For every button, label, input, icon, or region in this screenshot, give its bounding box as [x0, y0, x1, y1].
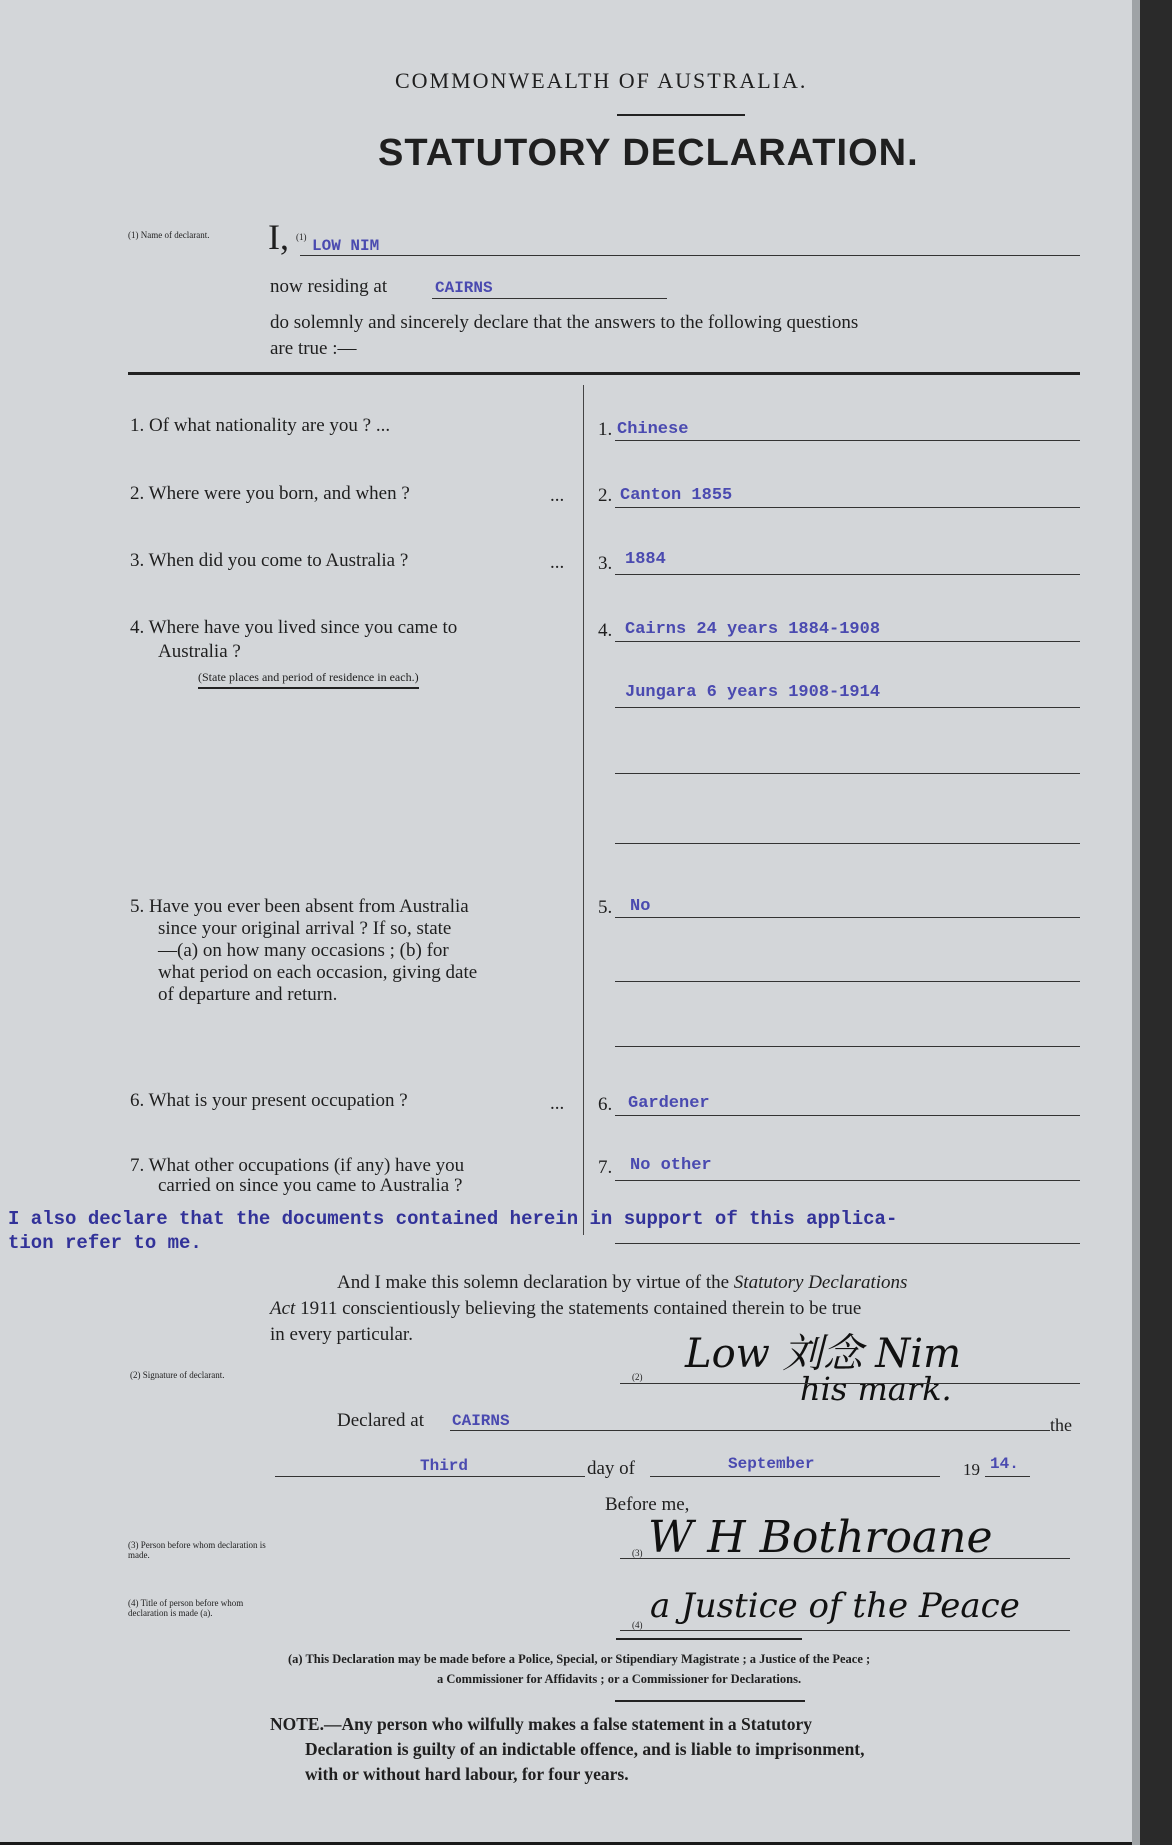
header-divider [617, 114, 745, 116]
declared-month: September [728, 1455, 815, 1473]
signature-marker: (2) [632, 1372, 643, 1382]
answer-5-rule1 [615, 917, 1080, 918]
question-7-line2: carried on since you came to Australia ? [158, 1175, 463, 1196]
marker-4: (4) [632, 1620, 643, 1630]
solemn-line2-b: 1911 conscientiously believing the statements contained therein to be true [295, 1298, 862, 1319]
answer-4-rule1 [615, 641, 1080, 642]
question-4-note: (State places and period of residence in each.) [198, 670, 419, 689]
title-of-person-note: (4) Title of person before whom declaration is made (a). [128, 1598, 244, 1618]
signature-note: (2) Signature of declarant. [130, 1370, 225, 1380]
footnote-divider [616, 1638, 802, 1640]
declarant-name: LOW NIM [312, 237, 380, 255]
solemn-act-name: Statutory Declarations [733, 1272, 908, 1293]
answer-6: Gardener [628, 1094, 710, 1113]
residing-label: now residing at [270, 276, 388, 297]
answer-4-rule3 [615, 773, 1080, 774]
answer-4-number: 4. [598, 620, 613, 641]
footnote-line2: a Commissioner for Affidavits ; or a Commissioner for Declarations. [437, 1672, 802, 1686]
answer-7-number: 7. [598, 1157, 613, 1178]
question-5-line1: 5. Have you ever been absent from Australia [130, 896, 469, 917]
column-divider [583, 385, 584, 1235]
justice-signature-rule [620, 1558, 1070, 1559]
question-7-line1: 7. What other occupations (if any) have you [130, 1155, 465, 1176]
answer-1-rule [615, 440, 1080, 441]
solemn-act-word: Act [270, 1298, 296, 1319]
justice-title-rule [620, 1630, 1070, 1631]
answer-6-number: 6. [598, 1094, 613, 1115]
answer-5-rule3 [615, 1046, 1080, 1047]
answer-4-rule2 [615, 707, 1080, 708]
residing-rule [432, 298, 667, 299]
declared-at-place: CAIRNS [452, 1412, 510, 1430]
question-5-line4: what period on each occasion, giving date [158, 962, 478, 983]
answer-3: 1884 [625, 550, 666, 569]
day-rule [275, 1476, 585, 1477]
document-title: STATUTORY DECLARATION. [378, 132, 919, 174]
solemn-line1 [337, 1272, 907, 1294]
answer-5-number: 5. [598, 897, 613, 918]
also-declare-line2: tion refer to me. [8, 1232, 202, 1254]
declare-text-line1: do solemnly and sincerely declare that the answers to the following questions [270, 312, 859, 333]
answer-1: Chinese [617, 420, 689, 439]
solemn-line1-a: And I make this solemn declaration by virtue of the [337, 1272, 734, 1293]
answer-4-line2: Jungara 6 years 1908-1914 [625, 683, 881, 702]
note-line1: NOTE.—Any person who wilfully makes a false statement in a Statutory [270, 1714, 813, 1734]
year-prefix: 19 [963, 1460, 980, 1479]
answer-1-number: 1. [598, 419, 613, 440]
declarant-mark-note: his mark. [800, 1370, 952, 1408]
declared-at-label: Declared at [337, 1410, 425, 1431]
question-3: 3. When did you come to Australia ? [130, 550, 409, 571]
also-declare-line1: I also declare that the documents contained herein in support of this applica- [8, 1208, 898, 1230]
day-of-label: day of [587, 1458, 636, 1479]
question-5-line5: of departure and return. [158, 984, 338, 1005]
note-divider [615, 1700, 805, 1702]
section-divider [128, 372, 1080, 375]
declarant-signature: Low 刘念 Nim [685, 1331, 962, 1377]
answer-2-number: 2. [598, 485, 613, 506]
answer-6-rule [615, 1115, 1080, 1116]
before-me-label: Before me, [605, 1494, 690, 1515]
declared-the: the [1050, 1415, 1072, 1435]
declared-day: Third [420, 1457, 469, 1475]
name-of-declarant-note: (1) Name of declarant. [128, 230, 210, 240]
question-4: 4. Where have you lived since you came to [130, 617, 458, 638]
solemn-line3: in every particular. [270, 1324, 413, 1345]
question-5-line3: —(a) on how many occasions ; (b) for [158, 940, 449, 961]
answer-2-rule [615, 507, 1080, 508]
note-line3: with or without hard labour, for four years. [305, 1764, 629, 1784]
question-6: 6. What is your present occupation ? [130, 1090, 408, 1111]
i-prefix: I, [268, 217, 289, 257]
name-marker: (1) [296, 232, 307, 242]
name-rule [300, 255, 1080, 256]
question-4-cont: Australia ? [158, 641, 241, 662]
justice-signature: W H Bothroane [648, 1512, 993, 1563]
footnote-line1: (a) This Declaration may be made before a Police, Special, or Stipendiary Magistrate ; a Justice of the Peace ; [288, 1652, 871, 1666]
country-heading: COMMONWEALTH OF AUSTRALIA. [395, 68, 808, 93]
year-suffix: 14. [990, 1455, 1019, 1473]
also-declare-rule [615, 1243, 1080, 1244]
marker-3: (3) [632, 1548, 643, 1558]
question-3-dots: ... [550, 552, 565, 573]
question-6-dots: ... [550, 1093, 565, 1114]
declare-text-line2: are true :— [270, 338, 357, 359]
answer-3-rule [615, 574, 1080, 575]
answer-5: No [630, 897, 651, 916]
solemn-line2 [270, 1298, 861, 1320]
question-1: 1. Of what nationality are you ? ... [130, 415, 391, 436]
answer-2: Canton 1855 [620, 486, 733, 505]
month-rule [650, 1476, 940, 1477]
scan-background-edge [1140, 0, 1172, 1845]
declared-at-rule [450, 1430, 1050, 1431]
answer-5-rule2 [615, 981, 1080, 982]
answer-4-rule4 [615, 843, 1080, 844]
note-line2: Declaration is guilty of an indictable offence, and is liable to imprisonment, [305, 1739, 865, 1759]
residing-value: CAIRNS [435, 279, 493, 297]
signature-rule [620, 1383, 1080, 1384]
answer-4-line1: Cairns 24 years 1884-1908 [625, 620, 881, 639]
answer-7: No other [630, 1156, 712, 1175]
question-2-dots: ... [550, 485, 565, 506]
person-before-note: (3) Person before whom declaration is made. [128, 1540, 266, 1560]
question-2: 2. Where were you born, and when ? [130, 483, 410, 504]
justice-title: a Justice of the Peace [650, 1586, 1020, 1626]
year-rule [985, 1476, 1030, 1477]
answer-3-number: 3. [598, 553, 613, 574]
answer-7-rule [615, 1180, 1080, 1181]
question-5-line2: since your original arrival ? If so, state [158, 918, 452, 939]
